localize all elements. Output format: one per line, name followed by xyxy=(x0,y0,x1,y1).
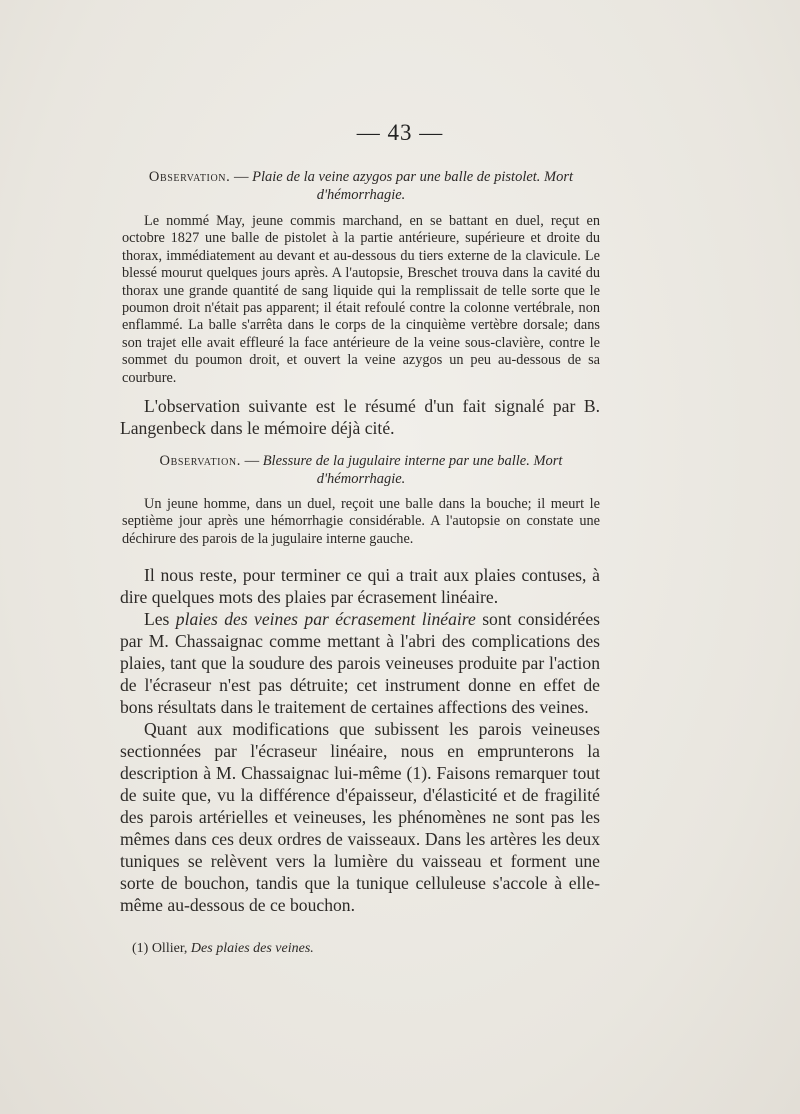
transition-block xyxy=(120,395,600,439)
paragraph-3: Il nous reste, pour terminer ce qui a trait aux plaies contuses, à dire quelques mots des plaies par écrasement linéaire. xyxy=(120,565,600,607)
page-number: — 43 — xyxy=(356,120,444,145)
observation-2-title-line1: Blessure de la jugulaire interne par une balle. Mort xyxy=(262,453,563,469)
paragraph-5: Quant aux modifications que subissent les parois veineuses sectionnées par l'écraseur linéaire, nous en emprunterons la description à M. Chassaignac lui-même (1). Faisons remarquer tout de suite que, vu la différence d'épaisseur, d'élasticité et de fragilité des parois artérielles et veineuses, les phénomènes ne sont pas les mêmes dans ces deux ordres de vaisseaux. Dans les artères les deux tuniques se relèvent vers la lumière du vaisseau et forment une sorte de bouchon, tandis que la tunique celluleuse s'accole à elle-même au-dessous de ce bouchon. xyxy=(120,719,600,915)
main-text xyxy=(120,564,600,916)
observation-2-heading xyxy=(122,452,600,488)
observation-2-title-line2: d'hémorrhagie. xyxy=(316,471,406,487)
observation-1-heading xyxy=(122,168,600,204)
paragraph-4 xyxy=(120,608,600,718)
observation-2-label: Observation. xyxy=(159,453,241,469)
observation-2-dash: — xyxy=(240,453,263,469)
footnote-marker: (1) Ollier, xyxy=(132,941,191,956)
observation-2-body: Un jeune homme, dans un duel, reçoit une balle dans la bouche; il meurt le septième jour après une hémorrhagie considérable. A l'autopsie on constate une déchirure des parois de la jugulaire interne gauche. xyxy=(122,496,600,547)
observation-1-dash: — xyxy=(230,169,253,185)
footnote xyxy=(132,941,314,957)
observation-2-text xyxy=(122,496,600,548)
observation-1-text xyxy=(122,213,600,387)
observation-1-body: Le nommé May, jeune commis marchand, en se battant en duel, reçut en octobre 1827 une balle de pistolet à la partie antérieure, supérieure et droite du thorax, immédiatement au devant et au-dessous du tiers externe de la clavicule. Le blessé mourut quelques jours après. A l'autopsie, Breschet trouva dans la cavité du thorax une grande quantité de sang liquide qui la remplissait de telle sorte que le poumon droit n'était pas apparent; il était refoulé contre la colonne vertébrale, non enflammé. La balle s'arrêta dans le corps de la cinquième vertèbre dorsale; dans son trajet elle avait effleuré la face antérieure de la veine sous-clavière, contre le sommet du poumon droit, et ouvert la veine azygos un peu au-dessous de sa courbure. xyxy=(122,213,600,386)
observation-1-title-line1: Plaie de la veine azygos par une balle de pistolet. Mort xyxy=(252,169,574,185)
observation-1-title-line2: d'hémorrhagie. xyxy=(316,187,406,203)
paragraph-4-prefix: Les xyxy=(144,609,176,629)
observation-1-label: Observation. xyxy=(148,169,231,185)
paragraph-4-italic: plaies des veines par écrasement linéaire xyxy=(175,609,476,629)
transition-paragraph: L'observation suivante est le résumé d'un fait signalé par B. Langenbeck dans le mémoire déjà cité. xyxy=(120,396,600,438)
paragraph-4-suffix: sont considérées par M. Chassaignac comme mettant à l'abri des complications des plaies, tant que la soudure des parois veineuses produite par l'action de l'écraseur n'est pas détruite; cet instrument donne en effet de bons résultats dans le traitement de certaines affections des veines. xyxy=(120,609,600,717)
footnote-italic: Des plaies des veines. xyxy=(190,941,314,956)
